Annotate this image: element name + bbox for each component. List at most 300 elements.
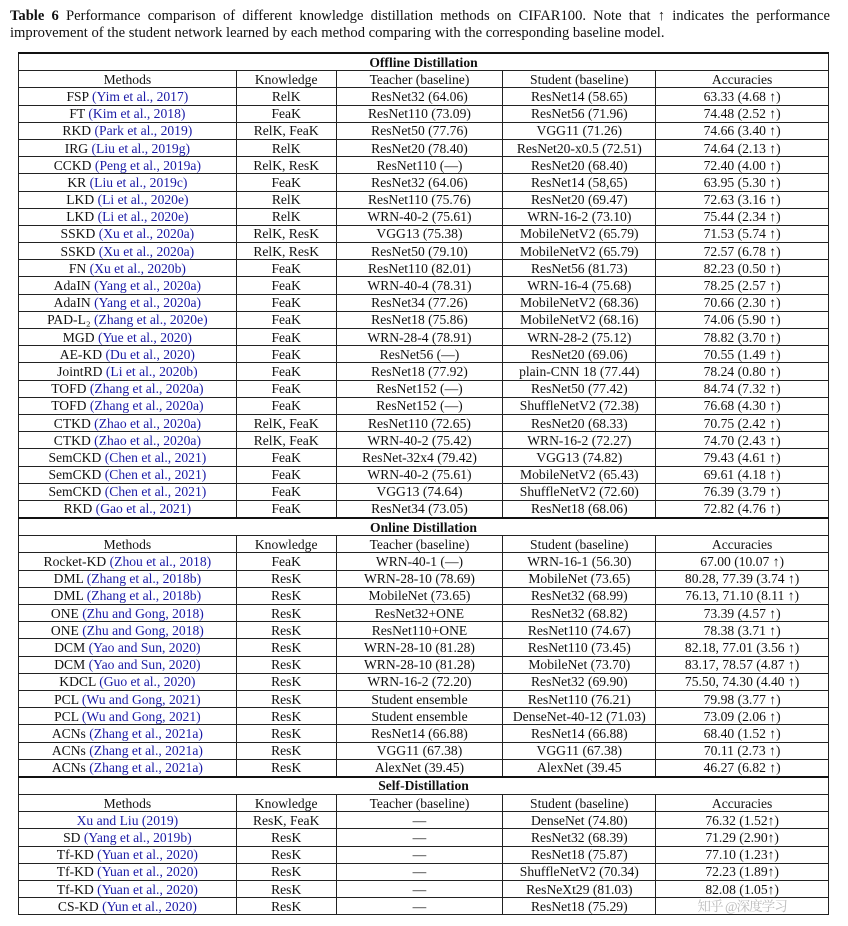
knowledge-cell: FeaK bbox=[236, 449, 336, 466]
table-row bbox=[19, 742, 829, 759]
knowledge-cell: FeaK bbox=[236, 277, 336, 294]
column-header-row bbox=[19, 536, 829, 553]
method-cell bbox=[19, 191, 237, 208]
citation-link[interactable]: (Zhang et al., 2021a) bbox=[89, 743, 203, 759]
method-name: TOFD bbox=[51, 398, 87, 414]
teacher-cell: MobileNet (73.65) bbox=[336, 587, 503, 604]
table-row bbox=[19, 466, 829, 483]
knowledge-cell: FeaK bbox=[236, 363, 336, 380]
citation-link[interactable]: (Wu and Gong, 2021) bbox=[81, 708, 201, 724]
citation-link[interactable]: (Yun et al., 2020) bbox=[102, 898, 197, 914]
citation-link[interactable]: (Yue et al., 2020) bbox=[97, 329, 192, 345]
method-cell bbox=[19, 829, 237, 846]
citation-link[interactable]: (Zhang et al., 2018b) bbox=[86, 571, 202, 587]
knowledge-cell: ResK bbox=[236, 639, 336, 656]
knowledge-cell: RelK, FeaK bbox=[236, 414, 336, 431]
citation-link[interactable]: (Chen et al., 2021) bbox=[104, 484, 207, 500]
knowledge-cell: FeaK bbox=[236, 311, 336, 328]
method-cell bbox=[19, 432, 237, 449]
method-name: ONE bbox=[50, 605, 79, 621]
citation-link[interactable]: (Zhao et al., 2020a) bbox=[94, 432, 201, 448]
method-cell bbox=[19, 587, 237, 604]
method-cell bbox=[19, 673, 237, 690]
student-cell: MobileNetV2 (65.43) bbox=[503, 466, 656, 483]
accuracy-cell: 70.55 (1.49 ↑) bbox=[656, 346, 829, 363]
accuracy-cell: 71.29 (2.90↑) bbox=[656, 829, 829, 846]
method-cell bbox=[19, 570, 237, 587]
method-name: LKD bbox=[66, 192, 95, 208]
knowledge-cell: ResK bbox=[236, 587, 336, 604]
section-header-row bbox=[19, 53, 829, 71]
knowledge-cell: RelK, FeaK bbox=[236, 122, 336, 139]
accuracy-cell: 73.09 (2.06 ↑) bbox=[656, 708, 829, 725]
knowledge-cell: FeaK bbox=[236, 500, 336, 518]
table-row bbox=[19, 829, 829, 846]
accuracy-cell: 78.25 (2.57 ↑) bbox=[656, 277, 829, 294]
table-row bbox=[19, 174, 829, 191]
citation-link[interactable]: (Yuan et al., 2020) bbox=[97, 847, 198, 863]
knowledge-cell: FeaK bbox=[236, 346, 336, 363]
method-cell bbox=[19, 812, 237, 829]
method-name: CTKD bbox=[53, 432, 91, 448]
student-cell: ResNet50 (77.42) bbox=[503, 380, 656, 397]
method-cell bbox=[19, 639, 237, 656]
table-row bbox=[19, 260, 829, 277]
comparison-table bbox=[18, 52, 829, 915]
table-row bbox=[19, 673, 829, 690]
citation-link[interactable]: (Zhang et al., 2020a) bbox=[89, 381, 204, 397]
student-cell: ResNet18 (75.87) bbox=[503, 846, 656, 863]
citation-link[interactable]: (Xu et al., 2020a) bbox=[98, 243, 195, 259]
citation-link[interactable]: (Chen et al., 2021) bbox=[104, 449, 207, 465]
knowledge-cell: ResK bbox=[236, 863, 336, 880]
accuracy-cell: 72.40 (4.00 ↑) bbox=[656, 157, 829, 174]
citation-link[interactable]: (Peng et al., 2019a) bbox=[94, 157, 201, 173]
table-row bbox=[19, 483, 829, 500]
accuracy-cell: 70.75 (2.42 ↑) bbox=[656, 414, 829, 431]
method-cell bbox=[19, 483, 237, 500]
knowledge-cell: RelK, ResK bbox=[236, 225, 336, 242]
method-name: SemCKD bbox=[48, 484, 102, 500]
teacher-cell: WRN-40-1 (—) bbox=[336, 553, 503, 570]
teacher-cell: ResNet34 (77.26) bbox=[336, 294, 503, 311]
watermark: 知乎 @深度学习 bbox=[697, 898, 787, 914]
accuracy-cell: 76.39 (3.79 ↑) bbox=[656, 483, 829, 500]
teacher-cell: — bbox=[336, 812, 503, 829]
knowledge-cell: ResK bbox=[236, 846, 336, 863]
citation-link[interactable]: (Xu et al., 2020a) bbox=[98, 226, 195, 242]
section-title: Self-Distillation bbox=[19, 777, 829, 795]
knowledge-cell: FeaK bbox=[236, 483, 336, 500]
column-header: Accuracies bbox=[656, 536, 829, 553]
method-cell bbox=[19, 742, 237, 759]
citation-link[interactable]: (Zhou et al., 2018) bbox=[109, 554, 212, 570]
method-cell bbox=[19, 725, 237, 742]
accuracy-cell: 73.39 (4.57 ↑) bbox=[656, 605, 829, 622]
teacher-cell: ResNet152 (—) bbox=[336, 380, 503, 397]
teacher-cell: ResNet32+ONE bbox=[336, 605, 503, 622]
column-header: Methods bbox=[19, 795, 237, 812]
student-cell: MobileNet (73.70) bbox=[503, 656, 656, 673]
knowledge-cell: ResK bbox=[236, 881, 336, 898]
column-header: Accuracies bbox=[656, 795, 829, 812]
accuracy-cell: 72.82 (4.76 ↑) bbox=[656, 500, 829, 518]
student-cell: MobileNetV2 (65.79) bbox=[503, 243, 656, 260]
method-cell bbox=[19, 122, 237, 139]
accuracy-cell: 63.33 (4.68 ↑) bbox=[656, 88, 829, 105]
accuracy-cell: 77.10 (1.23↑) bbox=[656, 846, 829, 863]
knowledge-cell: RelK, ResK bbox=[236, 243, 336, 260]
teacher-cell: ResNet110 (82.01) bbox=[336, 260, 503, 277]
method-cell bbox=[19, 329, 237, 346]
student-cell: MobileNetV2 (65.79) bbox=[503, 225, 656, 242]
accuracy-cell: 70.11 (2.73 ↑) bbox=[656, 742, 829, 759]
student-cell: WRN-16-4 (75.68) bbox=[503, 277, 656, 294]
method-cell bbox=[19, 605, 237, 622]
citation-link[interactable]: (Du et al., 2020) bbox=[105, 346, 195, 362]
table-row bbox=[19, 656, 829, 673]
student-cell: ResNet20 (68.33) bbox=[503, 414, 656, 431]
teacher-cell: ResNet18 (77.92) bbox=[336, 363, 503, 380]
citation-link[interactable]: (Zhang et al., 2021a) bbox=[89, 725, 203, 741]
student-cell: ResNet14 (66.88) bbox=[503, 725, 656, 742]
student-cell: ResNet32 (69.90) bbox=[503, 673, 656, 690]
teacher-cell: WRN-28-10 (81.28) bbox=[336, 639, 503, 656]
citation-link[interactable]: (Liu et al., 2019g) bbox=[91, 140, 191, 156]
table-row bbox=[19, 846, 829, 863]
citation-link[interactable]: (Zhang et al., 2021a) bbox=[89, 760, 203, 776]
table-row bbox=[19, 105, 829, 122]
knowledge-cell: FeaK bbox=[236, 260, 336, 277]
accuracy-cell: 79.98 (3.77 ↑) bbox=[656, 690, 829, 707]
column-header: Methods bbox=[19, 536, 237, 553]
citation-link[interactable]: (Li et al., 2020e) bbox=[97, 192, 189, 208]
student-cell: ResNet56 (71.96) bbox=[503, 105, 656, 122]
method-name: AdaIN bbox=[53, 295, 91, 311]
method-name: Tf-KD bbox=[56, 864, 94, 880]
teacher-cell: WRN-40-2 (75.61) bbox=[336, 208, 503, 225]
accuracy-cell: 46.27 (6.82 ↑) bbox=[656, 759, 829, 777]
method-name: CCKD bbox=[53, 157, 92, 173]
method-cell bbox=[19, 139, 237, 156]
column-header: Teacher (baseline) bbox=[336, 536, 503, 553]
table-row bbox=[19, 329, 829, 346]
teacher-cell: ResNet50 (77.76) bbox=[336, 122, 503, 139]
method-name: ACNs bbox=[51, 760, 86, 776]
citation-link[interactable]: (Xu et al., 2020b) bbox=[89, 260, 186, 276]
teacher-cell: ResNet18 (75.86) bbox=[336, 311, 503, 328]
student-cell: MobileNet (73.65) bbox=[503, 570, 656, 587]
teacher-cell: — bbox=[336, 846, 503, 863]
citation-link[interactable]: (Zhang et al., 2018b) bbox=[86, 588, 202, 604]
citation-link[interactable]: (Yao and Sun, 2020) bbox=[88, 657, 201, 673]
citation-link[interactable]: (Zhang et al., 2020e) bbox=[94, 312, 208, 328]
teacher-cell: ResNet56 (—) bbox=[336, 346, 503, 363]
accuracy-cell: 76.13, 71.10 (8.11 ↑) bbox=[656, 587, 829, 604]
method-cell bbox=[19, 380, 237, 397]
knowledge-cell: ResK, FeaK bbox=[236, 812, 336, 829]
method-name: MGD bbox=[62, 329, 95, 345]
method-cell bbox=[19, 708, 237, 725]
table-row bbox=[19, 277, 829, 294]
method-cell bbox=[19, 208, 237, 225]
method-name: IRG bbox=[64, 140, 89, 156]
citation-link[interactable]: (Liu et al., 2019c) bbox=[89, 174, 188, 190]
knowledge-cell: ResK bbox=[236, 605, 336, 622]
student-cell: MobileNetV2 (68.16) bbox=[503, 311, 656, 328]
column-header: Student (baseline) bbox=[503, 71, 656, 88]
table-row bbox=[19, 708, 829, 725]
accuracy-cell: 68.40 (1.52 ↑) bbox=[656, 725, 829, 742]
knowledge-cell: ResK bbox=[236, 622, 336, 639]
method-cell bbox=[19, 690, 237, 707]
table-row bbox=[19, 363, 829, 380]
method-cell bbox=[19, 294, 237, 311]
knowledge-cell: RelK, ResK bbox=[236, 157, 336, 174]
citation-link[interactable]: Xu and Liu (2019) bbox=[76, 812, 179, 828]
accuracy-cell bbox=[656, 898, 829, 915]
table-row bbox=[19, 605, 829, 622]
table-row bbox=[19, 397, 829, 414]
citation-link[interactable]: (Zhu and Gong, 2018) bbox=[82, 622, 204, 638]
student-cell: ResNet32 (68.39) bbox=[503, 829, 656, 846]
teacher-cell: WRN-28-10 (78.69) bbox=[336, 570, 503, 587]
student-cell: VGG11 (67.38) bbox=[503, 742, 656, 759]
knowledge-cell: ResK bbox=[236, 898, 336, 915]
student-cell: ResNet14 (58.65) bbox=[503, 88, 656, 105]
table-row bbox=[19, 898, 829, 915]
table-row bbox=[19, 881, 829, 898]
method-name: SSKD bbox=[60, 226, 96, 242]
method-name: SSKD bbox=[60, 243, 96, 259]
knowledge-cell: RelK bbox=[236, 88, 336, 105]
student-cell: ResNet110 (73.45) bbox=[503, 639, 656, 656]
method-cell bbox=[19, 397, 237, 414]
knowledge-cell: RelK bbox=[236, 191, 336, 208]
accuracy-cell: 82.08 (1.05↑) bbox=[656, 881, 829, 898]
student-cell: WRN-16-2 (73.10) bbox=[503, 208, 656, 225]
student-cell: ResNet20-x0.5 (72.51) bbox=[503, 139, 656, 156]
accuracy-cell: 74.66 (3.40 ↑) bbox=[656, 122, 829, 139]
citation-link[interactable]: (Wu and Gong, 2021) bbox=[81, 691, 201, 707]
knowledge-cell: FeaK bbox=[236, 466, 336, 483]
knowledge-cell: FeaK bbox=[236, 294, 336, 311]
student-cell: ResNet20 (69.47) bbox=[503, 191, 656, 208]
accuracy-cell: 70.66 (2.30 ↑) bbox=[656, 294, 829, 311]
accuracy-cell: 74.48 (2.52 ↑) bbox=[656, 105, 829, 122]
accuracy-cell: 74.70 (2.43 ↑) bbox=[656, 432, 829, 449]
method-cell bbox=[19, 311, 237, 328]
column-header: Methods bbox=[19, 71, 237, 88]
section-title: Offline Distillation bbox=[19, 53, 829, 71]
knowledge-cell: FeaK bbox=[236, 174, 336, 191]
method-cell bbox=[19, 225, 237, 242]
method-cell bbox=[19, 881, 237, 898]
student-cell: VGG13 (74.82) bbox=[503, 449, 656, 466]
teacher-cell: ResNet32 (64.06) bbox=[336, 174, 503, 191]
method-name: Tf-KD bbox=[56, 881, 94, 897]
method-name: SemCKD bbox=[48, 449, 102, 465]
student-cell: WRN-16-2 (72.27) bbox=[503, 432, 656, 449]
method-cell bbox=[19, 174, 237, 191]
citation-link[interactable]: (Yang et al., 2019b) bbox=[83, 830, 192, 846]
table-row bbox=[19, 346, 829, 363]
accuracy-cell: 75.50, 74.30 (4.40 ↑) bbox=[656, 673, 829, 690]
column-header: Knowledge bbox=[236, 795, 336, 812]
student-cell: ResNet32 (68.99) bbox=[503, 587, 656, 604]
citation-link[interactable]: (Li et al., 2020e) bbox=[97, 209, 189, 225]
teacher-cell: — bbox=[336, 863, 503, 880]
teacher-cell: VGG13 (74.64) bbox=[336, 483, 503, 500]
method-name: LKD bbox=[66, 209, 95, 225]
method-name: FN bbox=[68, 260, 87, 276]
student-cell: ResNet110 (76.21) bbox=[503, 690, 656, 707]
table-row bbox=[19, 432, 829, 449]
citation-link[interactable]: (Li et al., 2020b) bbox=[105, 363, 198, 379]
accuracy-cell: 76.32 (1.52↑) bbox=[656, 812, 829, 829]
table-row bbox=[19, 690, 829, 707]
method-name: ONE bbox=[50, 622, 79, 638]
citation-link[interactable]: (Chen et al., 2021) bbox=[104, 467, 207, 483]
table-row bbox=[19, 208, 829, 225]
student-cell: ResNet110 (74.67) bbox=[503, 622, 656, 639]
method-name: DCM bbox=[54, 639, 86, 655]
method-name: CS-KD bbox=[57, 898, 99, 914]
table-row bbox=[19, 122, 829, 139]
student-cell: ResNeXt29 (81.03) bbox=[503, 881, 656, 898]
method-cell bbox=[19, 105, 237, 122]
method-cell bbox=[19, 346, 237, 363]
table-row bbox=[19, 587, 829, 604]
teacher-cell: WRN-40-4 (78.31) bbox=[336, 277, 503, 294]
method-name: KDCL bbox=[59, 674, 96, 690]
method-name: KR bbox=[67, 174, 87, 190]
method-name: AE-KD bbox=[59, 346, 103, 362]
table-row bbox=[19, 243, 829, 260]
accuracy-cell: 63.95 (5.30 ↑) bbox=[656, 174, 829, 191]
knowledge-cell: ResK bbox=[236, 725, 336, 742]
accuracy-cell: 78.82 (3.70 ↑) bbox=[656, 329, 829, 346]
column-header: Teacher (baseline) bbox=[336, 71, 503, 88]
method-cell bbox=[19, 466, 237, 483]
teacher-cell: WRN-28-4 (78.91) bbox=[336, 329, 503, 346]
table-row bbox=[19, 570, 829, 587]
section-header-row bbox=[19, 518, 829, 536]
caption-text: Performance comparison of different knowledge distillation methods on CIFAR100. Note that ↑ indicates the performance improvement of the student network learned by each method comparing with the corresponding baseline model. bbox=[10, 8, 830, 41]
table-row bbox=[19, 622, 829, 639]
table-row bbox=[19, 311, 829, 328]
method-name: SemCKD bbox=[48, 467, 102, 483]
method-name: DML bbox=[53, 571, 84, 587]
method-name: SD bbox=[63, 830, 81, 846]
accuracy-cell: 74.06 (5.90 ↑) bbox=[656, 311, 829, 328]
student-cell: MobileNetV2 (68.36) bbox=[503, 294, 656, 311]
column-header: Teacher (baseline) bbox=[336, 795, 503, 812]
student-cell: VGG11 (71.26) bbox=[503, 122, 656, 139]
teacher-cell: WRN-40-2 (75.42) bbox=[336, 432, 503, 449]
method-cell bbox=[19, 553, 237, 570]
citation-link[interactable]: (Yim et al., 2017) bbox=[92, 88, 189, 104]
citation-link[interactable]: (Park et al., 2019) bbox=[94, 123, 193, 139]
column-header: Student (baseline) bbox=[503, 536, 656, 553]
method-name: Tf-KD bbox=[56, 847, 94, 863]
method-cell bbox=[19, 846, 237, 863]
citation-link[interactable]: (Guo et al., 2020) bbox=[99, 674, 196, 690]
citation-link[interactable]: (Yang et al., 2020a) bbox=[94, 295, 202, 311]
teacher-cell: ResNet32 (64.06) bbox=[336, 88, 503, 105]
student-cell: ResNet56 (81.73) bbox=[503, 260, 656, 277]
student-cell: AlexNet (39.45 bbox=[503, 759, 656, 777]
accuracy-cell: 71.53 (5.74 ↑) bbox=[656, 225, 829, 242]
teacher-cell: ResNet110 (72.65) bbox=[336, 414, 503, 431]
column-header-row bbox=[19, 71, 829, 88]
table-row bbox=[19, 449, 829, 466]
table-row bbox=[19, 139, 829, 156]
knowledge-cell: ResK bbox=[236, 570, 336, 587]
column-header: Knowledge bbox=[236, 71, 336, 88]
accuracy-cell: 74.64 (2.13 ↑) bbox=[656, 139, 829, 156]
teacher-cell: ResNet152 (—) bbox=[336, 397, 503, 414]
accuracy-cell: 82.23 (0.50 ↑) bbox=[656, 260, 829, 277]
table-row bbox=[19, 380, 829, 397]
citation-link[interactable]: (Yuan et al., 2020) bbox=[97, 881, 198, 897]
teacher-cell: ResNet110 (75.76) bbox=[336, 191, 503, 208]
table-row bbox=[19, 812, 829, 829]
accuracy-cell: 69.61 (4.18 ↑) bbox=[656, 466, 829, 483]
method-name: Rocket-KD bbox=[43, 554, 107, 570]
method-name: FSP bbox=[66, 88, 89, 104]
knowledge-cell: ResK bbox=[236, 708, 336, 725]
method-cell bbox=[19, 622, 237, 639]
teacher-cell: AlexNet (39.45) bbox=[336, 759, 503, 777]
citation-link[interactable]: (Zhang et al., 2020a) bbox=[89, 398, 204, 414]
column-header: Accuracies bbox=[656, 71, 829, 88]
citation-link[interactable]: (Zhu and Gong, 2018) bbox=[82, 605, 204, 621]
knowledge-cell: ResK bbox=[236, 829, 336, 846]
accuracy-cell: 79.43 (4.61 ↑) bbox=[656, 449, 829, 466]
citation-link[interactable]: (Kim et al., 2018) bbox=[88, 106, 186, 122]
column-header-row bbox=[19, 795, 829, 812]
accuracy-cell: 80.28, 77.39 (3.74 ↑) bbox=[656, 570, 829, 587]
citation-link[interactable]: (Yuan et al., 2020) bbox=[97, 864, 198, 880]
student-cell: ResNet18 (75.29) bbox=[503, 898, 656, 915]
accuracy-cell: 84.74 (7.32 ↑) bbox=[656, 380, 829, 397]
method-cell bbox=[19, 88, 237, 105]
table-row bbox=[19, 759, 829, 777]
method-cell bbox=[19, 656, 237, 673]
knowledge-cell: FeaK bbox=[236, 553, 336, 570]
citation-link[interactable]: (Gao et al., 2021) bbox=[95, 501, 192, 517]
section-header-row bbox=[19, 777, 829, 795]
table-row bbox=[19, 414, 829, 431]
knowledge-cell: ResK bbox=[236, 673, 336, 690]
knowledge-cell: FeaK bbox=[236, 397, 336, 414]
knowledge-cell: ResK bbox=[236, 656, 336, 673]
citation-link[interactable]: (Zhao et al., 2020a) bbox=[94, 415, 201, 431]
method-name: ACNs bbox=[51, 725, 86, 741]
knowledge-cell: ResK bbox=[236, 742, 336, 759]
method-cell bbox=[19, 898, 237, 915]
method-cell bbox=[19, 157, 237, 174]
citation-link[interactable]: (Yang et al., 2020a) bbox=[94, 278, 202, 294]
teacher-cell: — bbox=[336, 881, 503, 898]
student-cell: ResNet32 (68.82) bbox=[503, 605, 656, 622]
knowledge-cell: FeaK bbox=[236, 329, 336, 346]
citation-link[interactable]: (Yao and Sun, 2020) bbox=[88, 639, 201, 655]
table-row bbox=[19, 639, 829, 656]
method-cell bbox=[19, 500, 237, 518]
teacher-cell: ResNet14 (66.88) bbox=[336, 725, 503, 742]
